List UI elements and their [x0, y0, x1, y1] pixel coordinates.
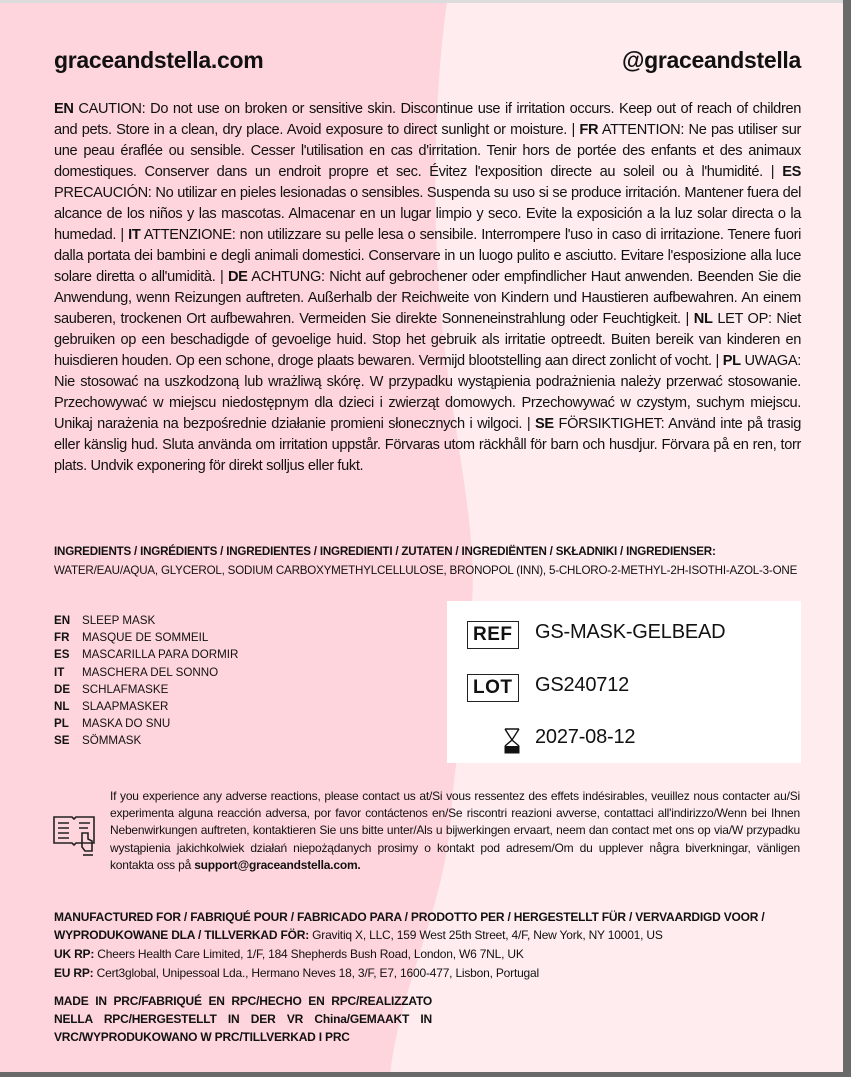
warning-text: PRECAUCIÓN: No utilizar en pieles lesionadas o sensibles. Suspenda su uso si se produce irritación. Mantener fuera del alcance de los niños y las mascotas. Almacenar en un lugar limpio y seco. Evite la exposición a la luz solar directa o la humedad. |	[54, 185, 801, 243]
manufacturer-info	[54, 908, 801, 982]
adverse-reaction-contact	[110, 788, 800, 874]
product-name: SCHLAFMASKE	[82, 682, 169, 696]
product-name: MASQUE DE SOMMEIL	[82, 631, 209, 645]
uk-rp-address: Cheers Health Care Limited, 1/F, 184 Shepherds Bush Road, London, W6 7NL, UK	[97, 947, 524, 961]
lang-code: EN	[54, 614, 71, 627]
support-email[interactable]: support@graceandstella.com.	[194, 857, 361, 872]
eu-rp-label: EU RP:	[54, 966, 94, 980]
eu-rp-address: Cert3global, Unipessoal Lda., Hermano Neves 18, 3/F, E7, 1600-477, Lisbon, Portugal	[96, 966, 539, 980]
product-names	[54, 612, 238, 750]
product-name-row	[54, 715, 238, 732]
product-name-row	[54, 664, 238, 681]
product-name: SLAAPMASKER	[82, 700, 169, 714]
lang-code: SE	[54, 734, 70, 748]
hourglass-icon	[504, 728, 520, 754]
warning-text: FÖRSIKTIGHET: Använd inte på trasig eller känslig hud. Sluta använda om irritation uppstår. Förvaras utom räckhåll för barn och husdjur. Förvara på en ren, torr plats. Undvik exponering för direkt solljus eller fukt.	[54, 416, 801, 474]
uk-rp-label: UK RP:	[54, 947, 95, 961]
product-name: SÖMMASK	[82, 734, 142, 748]
read-instructions-icon	[52, 813, 98, 859]
ingredients	[54, 543, 801, 580]
product-name: SLEEP MASK	[82, 614, 156, 627]
ingredients-label: INGREDIENTS / INGRÉDIENTS / INGREDIENTES / INGREDIENTI / ZUTATEN / INGREDIËNTEN / SKŁADNIKI / INGREDIENSER:	[54, 545, 716, 558]
manufacturer-label: MANUFACTURED FOR / FABRIQUÉ POUR / FABRICADO PARA / PRODOTTO PER / HERGESTELLT FÜR / VERVAARDIGD VOOR / WYPRODUKOWANE DLA / TILLVERKAD FÖR:	[54, 910, 765, 942]
lang-code: ES	[54, 648, 70, 662]
product-name-row	[54, 732, 238, 749]
warnings	[54, 99, 801, 477]
ref-value: GS-MASK-GELBEAD	[535, 621, 726, 643]
lot-symbol: LOT	[467, 674, 519, 702]
warning-lang-code: PL	[722, 353, 741, 369]
warning-lang-code: EN	[54, 101, 74, 117]
product-name: MASCHERA DEL SONNO	[82, 665, 219, 679]
warning-lang-code: IT	[128, 227, 141, 243]
product-name-row	[54, 698, 238, 715]
warning-lang-code: SE	[535, 416, 554, 432]
expiry-date: 2027-08-12	[535, 726, 636, 748]
product-name: MASKA DO SNU	[82, 717, 171, 731]
product-name-row	[54, 681, 238, 698]
country-of-origin: MADE IN PRC/FABRIQUÉ EN RPC/HECHO EN RPC/REALIZZATO NELLA RPC/HERGESTELLT IN DER VR China/GEMAAKT IN VRC/WYPRODUKOWANO W PRC/TILLVERKAD I PRC	[54, 994, 432, 1044]
label-info-box	[447, 601, 801, 763]
warning-lang-code: DE	[227, 269, 248, 285]
product-name-row	[54, 629, 238, 646]
warning-text: UWAGA: Nie stosować na uszkodzoną lub wrażliwą skórę. W przypadku wystąpienia podrażnienia należy przerwać stosowanie. Przechowywać w miejscu niedostępnym dla dzieci i zwierząt domowych. Przechowywać w czystym, suchym miejscu. Unikaj narażenia na bezpośrednie działanie promieni słonecznych i wilgoci. |	[54, 353, 801, 432]
warning-text: ACHTUNG: Nicht auf gebrochener oder empfindlicher Haut anwenden. Beenden Sie die Anwendung, wenn Reizungen auftreten. Außerhalb der Reichweite von Kindern und Haustieren aufbewahren. An einem sauberen, trockenen Ort aufbewahren. Vermeiden Sie direkte Sonneneinstrahlung oder Feuchtigkeit. |	[54, 269, 801, 327]
lang-code: NL	[54, 700, 70, 714]
warning-lang-code: ES	[782, 164, 801, 180]
warning-lang-code: FR	[579, 122, 599, 138]
ref-symbol: REF	[467, 621, 519, 649]
website: graceandstella.com	[54, 47, 264, 73]
social-handle: @graceandstella	[621, 47, 801, 73]
warning-text: ATTENZIONE: non utilizzare su pelle lesa o sensibile. Interrompere l'uso in caso di irritazione. Tenere fuori dalla portata dei bambini e degli animali domestici. Conservare in un luogo pulito e asciutto. Evitare l'esposizione alla luce solare diretta o all'umidità. |	[54, 227, 801, 285]
lang-code: FR	[54, 631, 70, 645]
product-name: MASCARILLA PARA DORMIR	[82, 648, 239, 662]
contact-text: If you experience any adverse reactions, please contact us at/Si vous ressentez des effets indésirables, veuillez nous contacter au/Si experimenta alguna reacción adversa, por favor contáctenos en/Se riscontri reazioni avverse, contattaci all'indirizzo/Wenn bei Ihnen Nebenwirkungen auftreten, kontaktieren Sie uns bitte unter/Als u bijwerkingen ervaart, neem dan contact met ons op via/W przypadku wystąpienia jakichkolwiek działań niepożądanych prosimy o kontakt pod adresem/Om du upplever några biverkningar, vänligen kontakta oss på	[110, 789, 800, 872]
warning-text: CAUTION: Do not use on broken or sensitive skin. Discontinue use if irritation occurs. Keep out of reach of children and pets. Store in a clean, dry place. Avoid exposure to direct sunlight or moisture. |	[54, 101, 801, 138]
product-name-row	[54, 612, 238, 629]
lang-code: DE	[54, 682, 71, 696]
product-name-row	[54, 646, 238, 663]
ingredients-list: WATER/EAU/AQUA, GLYCEROL, SODIUM CARBOXYMETHYLCELLULOSE, BRONOPOL (INN), 5-CHLORO-2-METHYL-2H-ISOTHI-AZOL-3-ONE	[54, 563, 798, 577]
lang-code: IT	[54, 665, 65, 679]
lot-value: GS240712	[535, 674, 630, 696]
warning-text: ATTENTION: Ne pas utiliser sur une peau éraflée ou sensible. Cesser l'utilisation en cas d'irritation. Tenir hors de portée des enfants et des animaux domestiques. Conserver dans un endroit propre et sec. Évitez l'exposition directe au soleil ou à l'humidité. |	[54, 122, 801, 180]
manufacturer-address: Gravitiq X, LLC, 159 West 25th Street, 4/F, New York, NY 10001, US	[312, 928, 663, 942]
warning-text: LET OP: Niet gebruiken op een beschadigde of gevoelige huid. Stop het gebruik als irritatie optreedt. Buiten bereik van kinderen en huisdieren houden. Op een schone, droge plaats bewaren. Vermijd blootstelling aan direct zonlicht of vocht. |	[54, 311, 801, 369]
warning-lang-code: NL	[693, 311, 713, 327]
lang-code: PL	[54, 717, 69, 731]
